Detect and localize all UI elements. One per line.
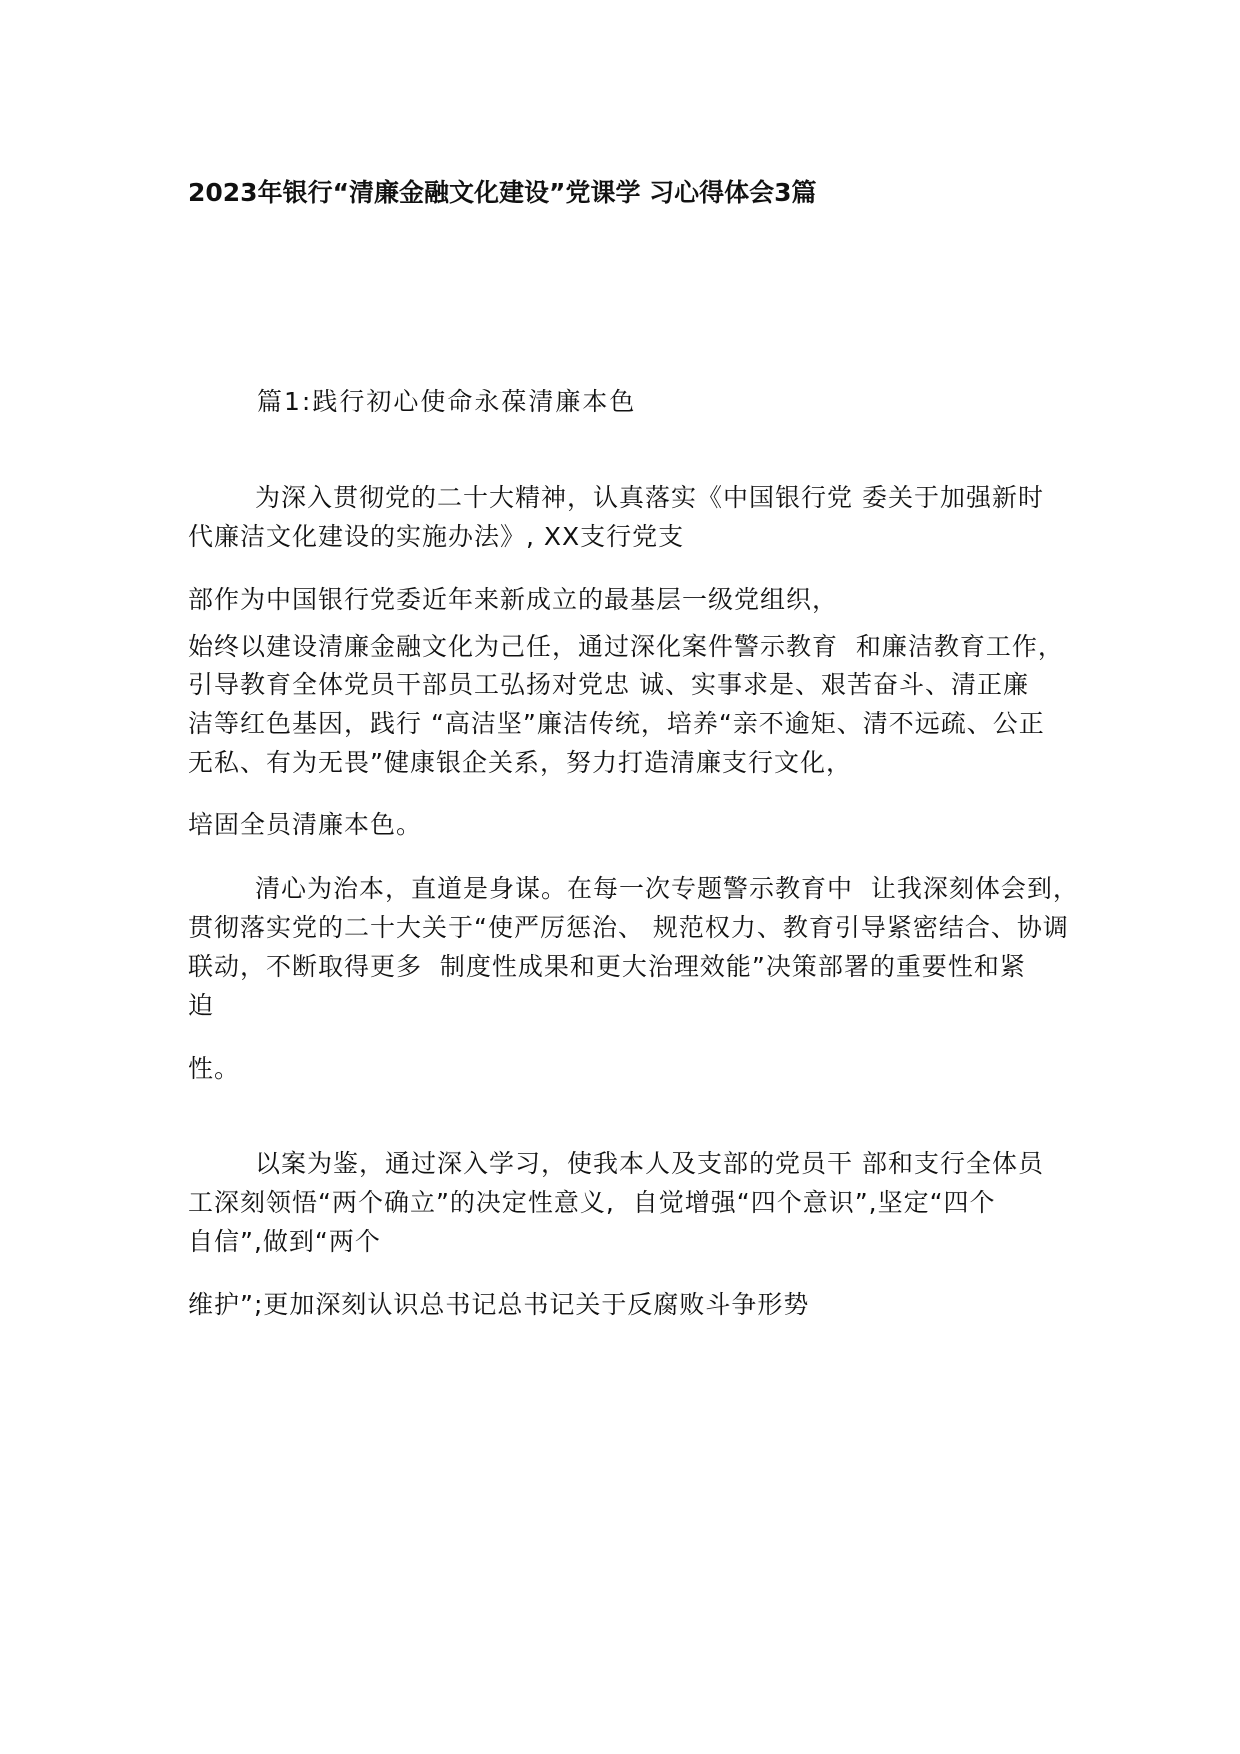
paragraph-line: 引导教育全体党员干部员工弘扬对党忠 诚、实事求是、艰苦奋斗、清正廉: [188, 670, 1029, 699]
paragraph-line: 始终以建设清廉金融文化为己任，通过深化案件警示教育 和廉洁教育工作，: [188, 632, 1064, 661]
section-heading: 篇1:践行初心使命永葆清廉本色: [257, 387, 637, 416]
paragraph-line: 联动，不断取得更多 制度性成果和更大治理效能”决策部署的重要性和紧: [188, 952, 1026, 981]
paragraph-line: 工深刻领悟“两个确立”的决定性意义, 自觉增强“四个意识”,坚定“四个: [188, 1188, 996, 1217]
paragraph-line: 以案为鉴，通过深入学习，使我本人及支部的党员干 部和支行全体员: [255, 1149, 1044, 1178]
paragraph-line: 无私、有为无畏”健康银企关系，努力打造清廉支行文化，: [188, 748, 852, 777]
document-title: 2023年银行“清廉金融文化建设”党课学 习心得体会3篇: [188, 178, 817, 207]
paragraph-line: 培固全员清廉本色。: [188, 810, 423, 839]
paragraph-line: 性。: [188, 1054, 241, 1083]
paragraph-line: 部作为中国银行党委近年来新成立的最基层一级党组织，: [188, 585, 839, 614]
paragraph-line: 自信”,做到“两个: [188, 1227, 381, 1256]
paragraph-line: 清心为治本，直道是身谋。在每一次专题警示教育中 让我深刻体会到，: [255, 874, 1079, 903]
paragraph-line: 迫: [188, 991, 215, 1020]
paragraph-line: 贯彻落实党的二十大关于“使严厉惩治、 规范权力、教育引导紧密结合、协调: [188, 913, 1069, 942]
paragraph-line: 为深入贯彻党的二十大精神，认真落实《中国银行党 委关于加强新时: [255, 483, 1044, 512]
paragraph-line: 维护”;更加深刻认识总书记总书记关于反腐败斗争形势: [188, 1290, 810, 1319]
paragraph-line: 洁等红色基因，践行 “高洁坚”廉洁传统，培养“亲不逾矩、清不远疏、公正: [188, 709, 1045, 738]
paragraph-line: 代廉洁文化建设的实施办法》, XX支行党支: [188, 522, 685, 551]
